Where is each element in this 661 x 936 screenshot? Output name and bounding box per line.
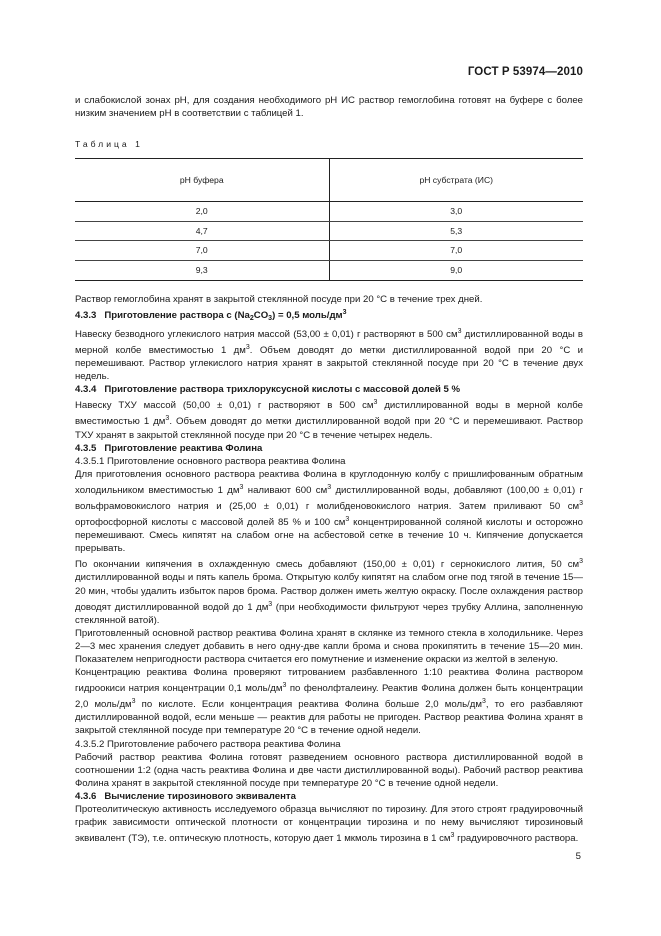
text: градуировочного раствора. bbox=[454, 833, 579, 845]
subscript: 2 bbox=[249, 314, 254, 322]
page-number: 5 bbox=[575, 851, 581, 862]
section-title: Приготовление раствора трихлоруксусной кислоты с массовой долей 5 % bbox=[104, 384, 461, 396]
text: (при необходимости фильтруют через трубку Аллина, заполненную стеклянной ватой). bbox=[75, 601, 583, 626]
section-heading-4-3-6 bbox=[75, 790, 583, 803]
text: по кислоте. Если концентрация реактива Фолина больше 2,0 моль/дм bbox=[135, 699, 482, 711]
text: дистиллированной воды в мерной колбе вместимостью 1 дм bbox=[75, 328, 583, 356]
section-number: 4.3.5 bbox=[75, 442, 97, 454]
superscript: 3 bbox=[268, 600, 273, 608]
section-number: 4.3.4 bbox=[75, 384, 97, 396]
paragraph bbox=[75, 555, 583, 626]
table-row bbox=[75, 261, 583, 281]
section-heading-4-3-3 bbox=[75, 306, 583, 325]
table-row bbox=[75, 241, 583, 261]
text: по фенолфталеину. Реактив Фолина должен быть концентрации 2,0 моль/дм bbox=[75, 683, 583, 711]
section-title: CO bbox=[253, 309, 269, 321]
superscript: 3 bbox=[239, 483, 244, 491]
text: По окончании кипячения в охлажденную смесь добавляют (150,00 ± 0,01) г сернокислого лития, 50 см bbox=[75, 559, 580, 571]
section-number: 4.3.6 bbox=[75, 790, 97, 802]
text: концентрированной соляной кислоты и осторожно перемешивают. Смесь кипятят на слабом огне на асбестовой сетке в течение 10 ч. Кипячение допускается прерывать. bbox=[75, 517, 583, 555]
paragraph: Рабочий раствор реактива Фолина готовят разведением основного раствора дистиллированной водой в соотношении 1:2 (одна часть реактива Фолина и две части дистиллированной воды). Рабочий раствор реактива Фолина хранят в закрытой стеклянной посуде при температуре 20 °С в течение одной недели. bbox=[75, 751, 583, 789]
section-heading-4-3-4 bbox=[75, 383, 583, 396]
table-1 bbox=[75, 158, 583, 280]
table-cell: 3,0 bbox=[329, 202, 583, 222]
table-row bbox=[75, 221, 583, 241]
superscript: 3 bbox=[282, 682, 287, 690]
section-title: ) = 0,5 моль/дм bbox=[272, 309, 343, 321]
table-title: Таблица 1 bbox=[75, 139, 143, 150]
text: наливают 600 см bbox=[243, 484, 328, 496]
document-body bbox=[75, 94, 583, 845]
subscript: 3 bbox=[268, 314, 273, 322]
paragraph bbox=[75, 325, 583, 383]
superscript: 3 bbox=[481, 698, 486, 706]
text: Концентрацию реактива Фолина проверяют титрованием разбавленного 1:10 реактива Фолина раствором гидроокиси натрия концентрации 0,1 моль/дм bbox=[75, 667, 583, 695]
paragraph bbox=[75, 666, 583, 737]
text: . Объем доводят до метки дистиллированной водой при 20 °С и перемешивают. Раствор углекислого натрия хранят в закрытой стеклянной посуде при 20 °С в течение двух недель. bbox=[75, 344, 583, 383]
superscript: 3 bbox=[245, 343, 250, 351]
table-header-row bbox=[75, 159, 583, 202]
table-cell: 5,3 bbox=[329, 221, 583, 241]
text: Для приготовления основного раствора реактива Фолина в круглодонную колбу с пришлифованным обратным холодильником вместимостью 1 дм bbox=[75, 468, 583, 496]
section-title: Приготовление раствора с (Na bbox=[104, 309, 250, 321]
text: Навеску безводного углекислого натрия массой (53,00 ± 0,01) г растворяют в 500 см bbox=[75, 328, 458, 340]
table-row bbox=[75, 202, 583, 222]
table-cell: 2,0 bbox=[75, 202, 329, 222]
subsection-heading-4-3-5-1: 4.3.5.1 Приготовление основного раствора реактива Фолина bbox=[75, 455, 346, 467]
paragraph: Приготовленный основной раствор реактива Фолина хранят в склянке из темного стекла в холодильнике. Через 2—3 мес хранения следует добавить в него одну-две капли брома и снова прокипятить в течение 15—20 мин. Показателем непригодности раствора считается его помутнение и изменение окраски из желтой в зеленую. bbox=[75, 627, 583, 665]
text: дистиллированной воды, добавляют (100,00 ± 0,01) г вольфрамовокислого натрия и (25,00 ± 0,01) г молибденовокислого натрия. Затем приливают 50 см bbox=[75, 484, 583, 512]
text: Навеску ТХУ массой (50,00 ± 0,01) г растворяют в 500 см bbox=[75, 400, 374, 412]
paragraph bbox=[75, 468, 583, 556]
superscript: 3 bbox=[165, 415, 170, 423]
table-cell: 7,0 bbox=[329, 241, 583, 261]
table-cell: 9,0 bbox=[329, 261, 583, 281]
section-title: Приготовление реактива Фолина bbox=[104, 442, 263, 454]
superscript: 3 bbox=[450, 832, 455, 840]
paragraph bbox=[75, 803, 583, 845]
superscript: 3 bbox=[342, 308, 347, 316]
text: дистиллированной воды в мерной колбе вместимостью 1 дм bbox=[75, 400, 583, 428]
table-cell: 7,0 bbox=[75, 241, 329, 261]
paragraph bbox=[75, 396, 583, 441]
intro-paragraph: и слабокислой зонах pH, для создания необходимого pH ИС раствор гемоглобина готовят на буфере с более низким значением pH в соответствии с таблицей 1. bbox=[75, 95, 583, 120]
table-cell: 4,7 bbox=[75, 221, 329, 241]
text: Протеолитическую активность исследуемого образца вычисляют по тирозину. Для этого строят градуировочный график зависимости оптической плотности от концентрации тирозина и по нему вычисляют тирозиновый эквивалент (ТЭ), т.е. оптическую плотность, которую дает 1 мкмоль тирозина в 1 см bbox=[75, 804, 583, 845]
paragraph-storage-hemoglobin: Раствор гемоглобина хранят в закрытой стеклянной посуде при 20 °С в течение трех дней. bbox=[75, 293, 483, 305]
subsection-heading-4-3-5-2: 4.3.5.2 Приготовление рабочего раствора реактива Фолина bbox=[75, 738, 341, 750]
table-column-header: pH буфера bbox=[75, 159, 329, 202]
superscript: 3 bbox=[579, 499, 583, 507]
superscript: 3 bbox=[373, 399, 378, 407]
section-heading-4-3-5 bbox=[75, 442, 583, 455]
document-header: ГОСТ Р 53974—2010 bbox=[467, 66, 583, 78]
section-title: Вычисление тирозинового эквивалента bbox=[104, 790, 296, 802]
superscript: 3 bbox=[131, 698, 136, 706]
table-cell: 9,3 bbox=[75, 261, 329, 281]
text: дистиллированной воды и пять капель брома. Открытую колбу кипятят на слабом огне под тягой в течение 15—20 мин, чтобы удалить избыток паров брома. Раствор должен иметь желтую окраску. После охлаждения раствор доводят дистиллированной водой до 1 дм bbox=[75, 572, 583, 613]
table-column-header: pH субстрата (ИС) bbox=[329, 159, 583, 202]
superscript: 3 bbox=[457, 327, 462, 335]
text: ортофосфорной кислоты с массовой долей 85 % и 100 см bbox=[75, 517, 346, 529]
text: , то его разбавляют дистиллированной водой, если меньше — реактив для работы не пригоден. Раствор реактива Фолина хранят в закрытой стеклянной посуде при температуре 20 °С в течение одной недели. bbox=[75, 699, 583, 737]
superscript: 3 bbox=[345, 516, 350, 524]
text: . Объем доводят до метки дистиллированной водой при 20 °С и перемешивают. Раствор ТХУ хранят в закрытой стеклянной посуде при 20 °С в течение четырех недель. bbox=[75, 416, 583, 441]
superscript: 3 bbox=[579, 558, 583, 566]
section-number: 4.3.3 bbox=[75, 309, 97, 321]
superscript: 3 bbox=[327, 483, 332, 491]
